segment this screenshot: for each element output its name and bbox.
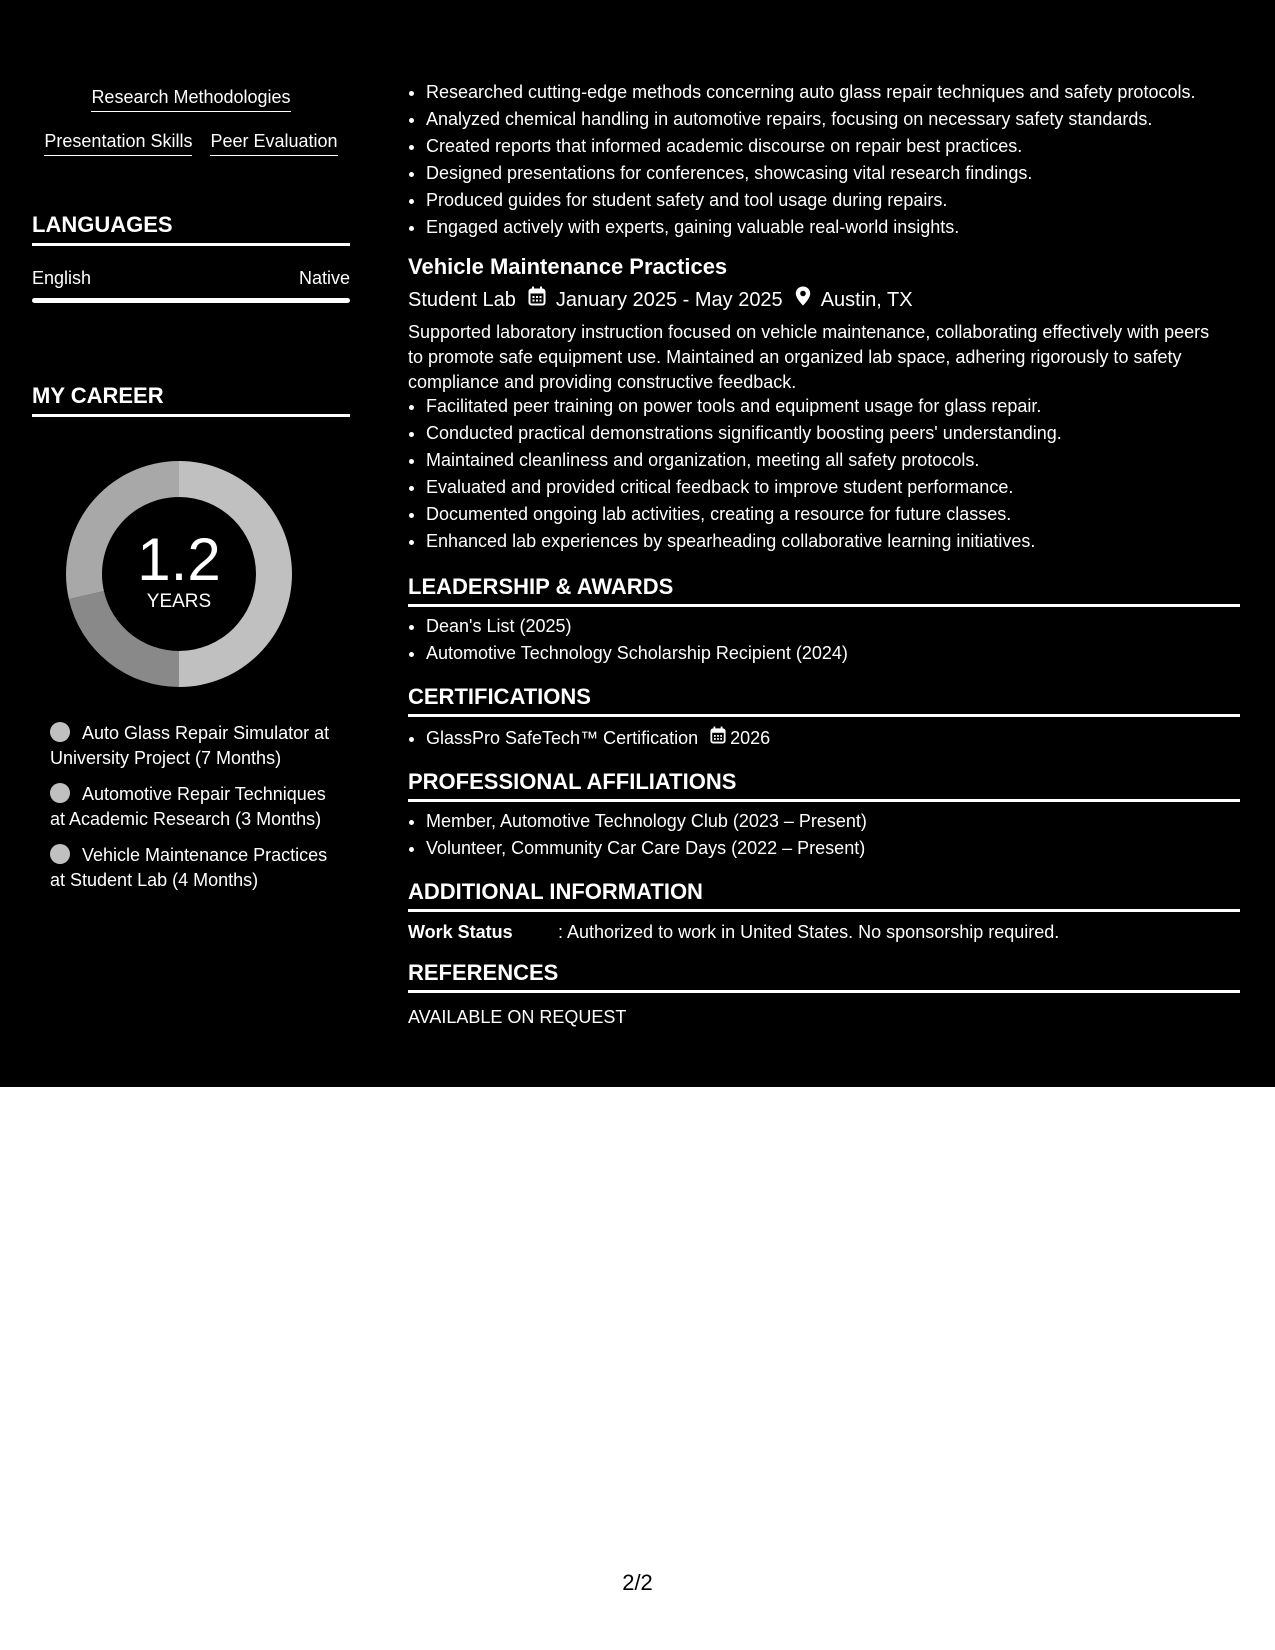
skills-row [30, 130, 352, 156]
career-item-text: Auto Glass Repair Simulator at University Project (7 Months) [50, 723, 330, 768]
map-pin-icon [795, 286, 811, 313]
work-status-row [408, 920, 1059, 944]
circle-dot-icon [50, 722, 70, 742]
skill-tag: Peer Evaluation [210, 130, 337, 156]
job-title: Vehicle Maintenance Practices [408, 254, 728, 279]
work-status-value: : Authorized to work in United States. No sponsorship required. [558, 922, 1060, 942]
list-item: • Designed presentations for conferences, showcasing vital research findings. [426, 160, 1240, 187]
bullet-list [408, 79, 1240, 241]
career-item-text: Vehicle Maintenance Practices at Student Lab (4 Months) [50, 845, 328, 890]
list-item: • Evaluated and provided critical feedback to improve student performance. [426, 474, 1240, 501]
job-description: Supported laboratory instruction focused on vehicle maintenance, collaborating effectively with peers to promote safe equipment use. Maintained an organized lab space, adhering rigorously to safety compliance and providing constructive feedback. [408, 322, 1210, 392]
list-item: • Facilitated peer training on power tools and equipment usage for glass repair. [426, 393, 1240, 420]
certification-name: • GlassPro SafeTech™ Certification [426, 728, 699, 748]
skill-tag: Research Methodologies [91, 86, 290, 112]
career-item [50, 782, 340, 831]
list-item: • Dean's List (2025) [426, 613, 1258, 640]
career-item [50, 843, 340, 892]
circle-dot-icon [50, 783, 70, 803]
sidebar [0, 0, 382, 1087]
references-heading: REFERENCES [408, 960, 1240, 993]
career-item-text: Automotive Repair Techniques at Academic Research (3 Months) [50, 784, 326, 829]
skills-row [30, 86, 352, 112]
calendar-icon [710, 725, 726, 752]
list-item: • Documented ongoing lab activities, creating a resource for future classes. [426, 501, 1240, 528]
skill-tag: Presentation Skills [44, 130, 192, 156]
languages-heading: LANGUAGES [32, 212, 350, 246]
list-item: • Created reports that informed academic discourse on repair best practices. [426, 133, 1240, 160]
calendar-icon [528, 286, 546, 313]
language-name: English [32, 268, 92, 288]
job-meta [408, 286, 913, 313]
career-total-value: 1.2 [137, 526, 221, 593]
list-item: • Member, Automotive Technology Club (2023 – Present) [426, 808, 1258, 835]
language-proficiency-bar [32, 298, 350, 303]
certification-entry [426, 725, 1258, 752]
job-location: Austin, TX [820, 288, 913, 311]
circle-dot-icon [50, 844, 70, 864]
affiliations-list [408, 808, 1258, 862]
certifications-list [408, 725, 1258, 752]
leadership-heading: LEADERSHIP & AWARDS [408, 574, 1240, 607]
career-total-unit: YEARS [146, 591, 212, 612]
certifications-heading: CERTIFICATIONS [408, 684, 1240, 717]
certification-year: 2026 [730, 728, 771, 748]
affiliations-heading: PROFESSIONAL AFFILIATIONS [408, 769, 1240, 802]
work-status-label: Work Status [408, 922, 513, 942]
list-item: • Researched cutting-edge methods concerning auto glass repair techniques and safety protocols. [426, 79, 1240, 106]
language-level: Native [298, 268, 350, 288]
page-number: 2/2 [622, 1570, 653, 1595]
bullet-list [408, 393, 1240, 555]
main-content [408, 0, 1240, 1087]
previous-job-bullets [408, 79, 1240, 241]
career-item [50, 721, 340, 770]
list-item: • Engaged actively with experts, gaining valuable real-world insights. [426, 214, 1240, 241]
list-item: • Produced guides for student safety and tool usage during repairs. [426, 187, 1240, 214]
additional-info-heading: ADDITIONAL INFORMATION [408, 879, 1240, 912]
job-dates: January 2025 - May 2025 [555, 288, 783, 311]
career-total [66, 461, 292, 687]
list-item: • Conducted practical demonstrations significantly boosting peers' understanding. [426, 420, 1240, 447]
leadership-list [408, 613, 1258, 667]
list-item [426, 725, 1258, 752]
list-item: • Automotive Technology Scholarship Recipient (2024) [426, 640, 1258, 667]
list-item: • Volunteer, Community Car Care Days (2022 – Present) [426, 835, 1258, 862]
list-item: • Analyzed chemical handling in automotive repairs, focusing on necessary safety standards. [426, 106, 1240, 133]
list-item: • Maintained cleanliness and organization, meeting all safety protocols. [426, 447, 1240, 474]
language-row [32, 267, 350, 289]
career-list [50, 721, 340, 904]
job-bullets [408, 393, 1240, 555]
references-text: AVAILABLE ON REQUEST [408, 1007, 627, 1027]
job-organization: Student Lab [408, 288, 516, 311]
career-heading: MY CAREER [32, 383, 350, 417]
list-item: • Enhanced lab experiences by spearheading collaborative learning initiatives. [426, 528, 1240, 555]
skills-list [30, 86, 352, 174]
